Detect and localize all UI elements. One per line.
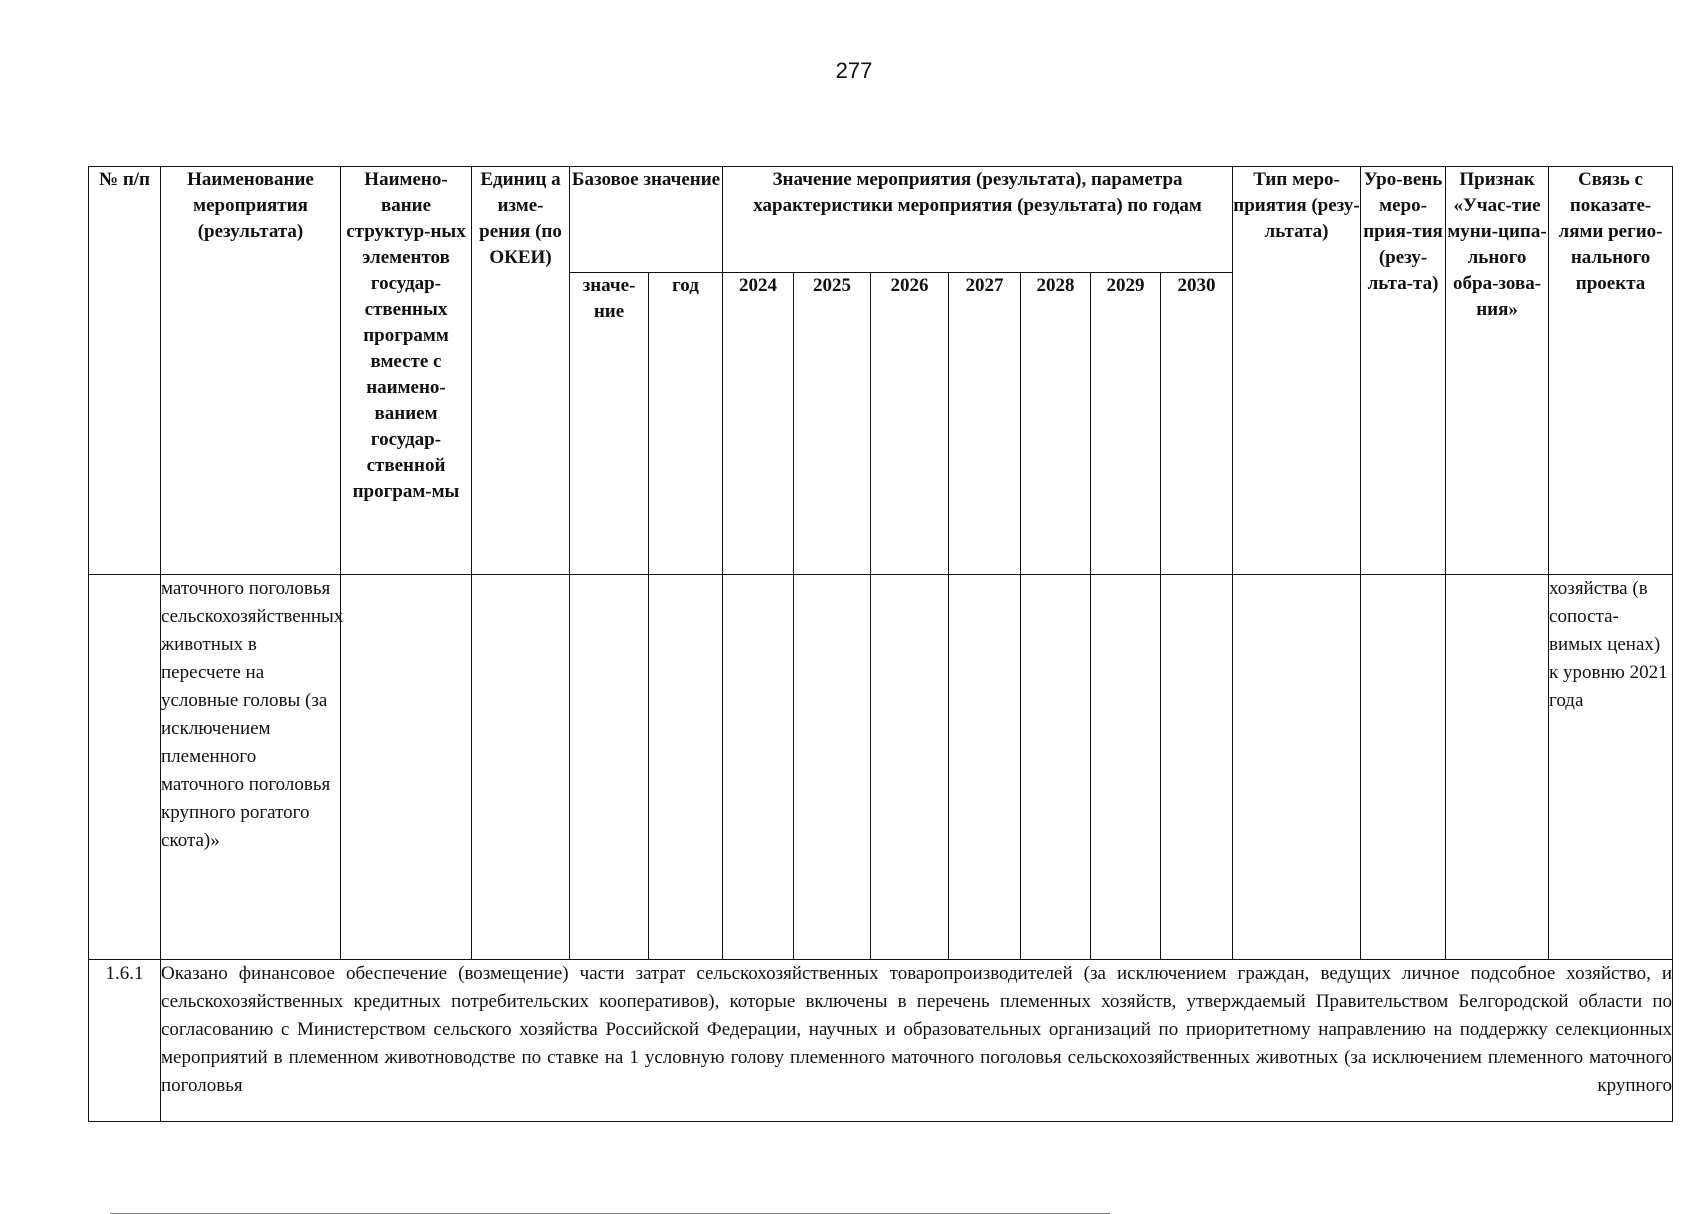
cell-empty xyxy=(472,575,570,960)
page-number: 277 xyxy=(835,58,873,83)
cell-empty xyxy=(1233,575,1361,960)
header-municipal: Признак «Учас-тие муни-ципа-льного обра-зова-ния» xyxy=(1446,167,1549,575)
header-link: Связь с показате-лями регио-нального проекта xyxy=(1549,167,1673,575)
cell-empty xyxy=(570,575,649,960)
header-name: Наименование мероприятия (результата) xyxy=(161,167,341,575)
cell-name-continued: маточного поголовья сельскохозяйственных животных в пересчете на условные головы (за исключением племенного маточного поголовья крупного рогатого скота)» xyxy=(161,575,341,960)
cell-empty xyxy=(1446,575,1549,960)
header-year-2025: 2025 xyxy=(794,273,871,575)
cell-text-1-6-1: Оказано финансовое обеспечение (возмещение) части затрат сельскохозяйственных товаропроизводителей (за исключением граждан, ведущих личное подсобное хозяйство, и сельскохозяйственных кредитных потребительских кооперативов), которые включены в перечень племенных хозяйств, утверждаемый Правительством Белгородской области по согласованию с Министерством сельского хозяйства Российской Федерации, научных и образовательных организаций по приоритетному направлению на поддержку селекционных мероприятий в племенном животноводстве по ставке на 1 условную голову племенного маточного поголовья сельскохозяйственных животных (за исключением племенного маточного поголовья крупного xyxy=(161,960,1673,1122)
header-year-2029: 2029 xyxy=(1091,273,1161,575)
cell-empty xyxy=(1021,575,1091,960)
header-struct: Наимено-вание структур-ных элементов государ-ственных программ вместе с наимено-ванием государ-ственной програм-мы xyxy=(341,167,472,575)
table-row-continued xyxy=(89,575,1673,960)
table-row-1-6-1 xyxy=(89,960,1673,1122)
header-level: Уро-вень меро-прия-тия (резу-льта-та) xyxy=(1361,167,1446,575)
cell-empty xyxy=(871,575,949,960)
measures-table xyxy=(88,166,1673,1122)
header-year-2030: 2030 xyxy=(1161,273,1233,575)
header-year-2028: 2028 xyxy=(1021,273,1091,575)
header-values-by-year: Значение мероприятия (результата), параметра характеристики мероприятия (результата) по годам xyxy=(723,167,1233,273)
cell-empty xyxy=(341,575,472,960)
cell-empty xyxy=(1091,575,1161,960)
header-unit: Единиц а изме-рения (по ОКЕИ) xyxy=(472,167,570,575)
header-type: Тип меро-приятия (резу-льтата) xyxy=(1233,167,1361,575)
cell-empty xyxy=(1161,575,1233,960)
header-year-2024: 2024 xyxy=(723,273,794,575)
cell-empty xyxy=(794,575,871,960)
header-year-2026: 2026 xyxy=(871,273,949,575)
cell-empty xyxy=(949,575,1021,960)
header-base-year: год xyxy=(649,273,723,575)
header-base: Базовое значение xyxy=(570,167,723,273)
header-year-2027: 2027 xyxy=(949,273,1021,575)
header-base-value: значе-ние xyxy=(570,273,649,575)
cell-link-continued: хозяйства (в сопоста-вимых ценах) к уровню 2021 года xyxy=(1549,575,1673,960)
cell-num-empty xyxy=(89,575,161,960)
cell-empty xyxy=(1361,575,1446,960)
header-row-1 xyxy=(89,167,1673,273)
cell-num-1-6-1: 1.6.1 xyxy=(89,960,161,1122)
cell-empty xyxy=(723,575,794,960)
header-num: № п/п xyxy=(89,167,161,575)
cell-empty xyxy=(649,575,723,960)
